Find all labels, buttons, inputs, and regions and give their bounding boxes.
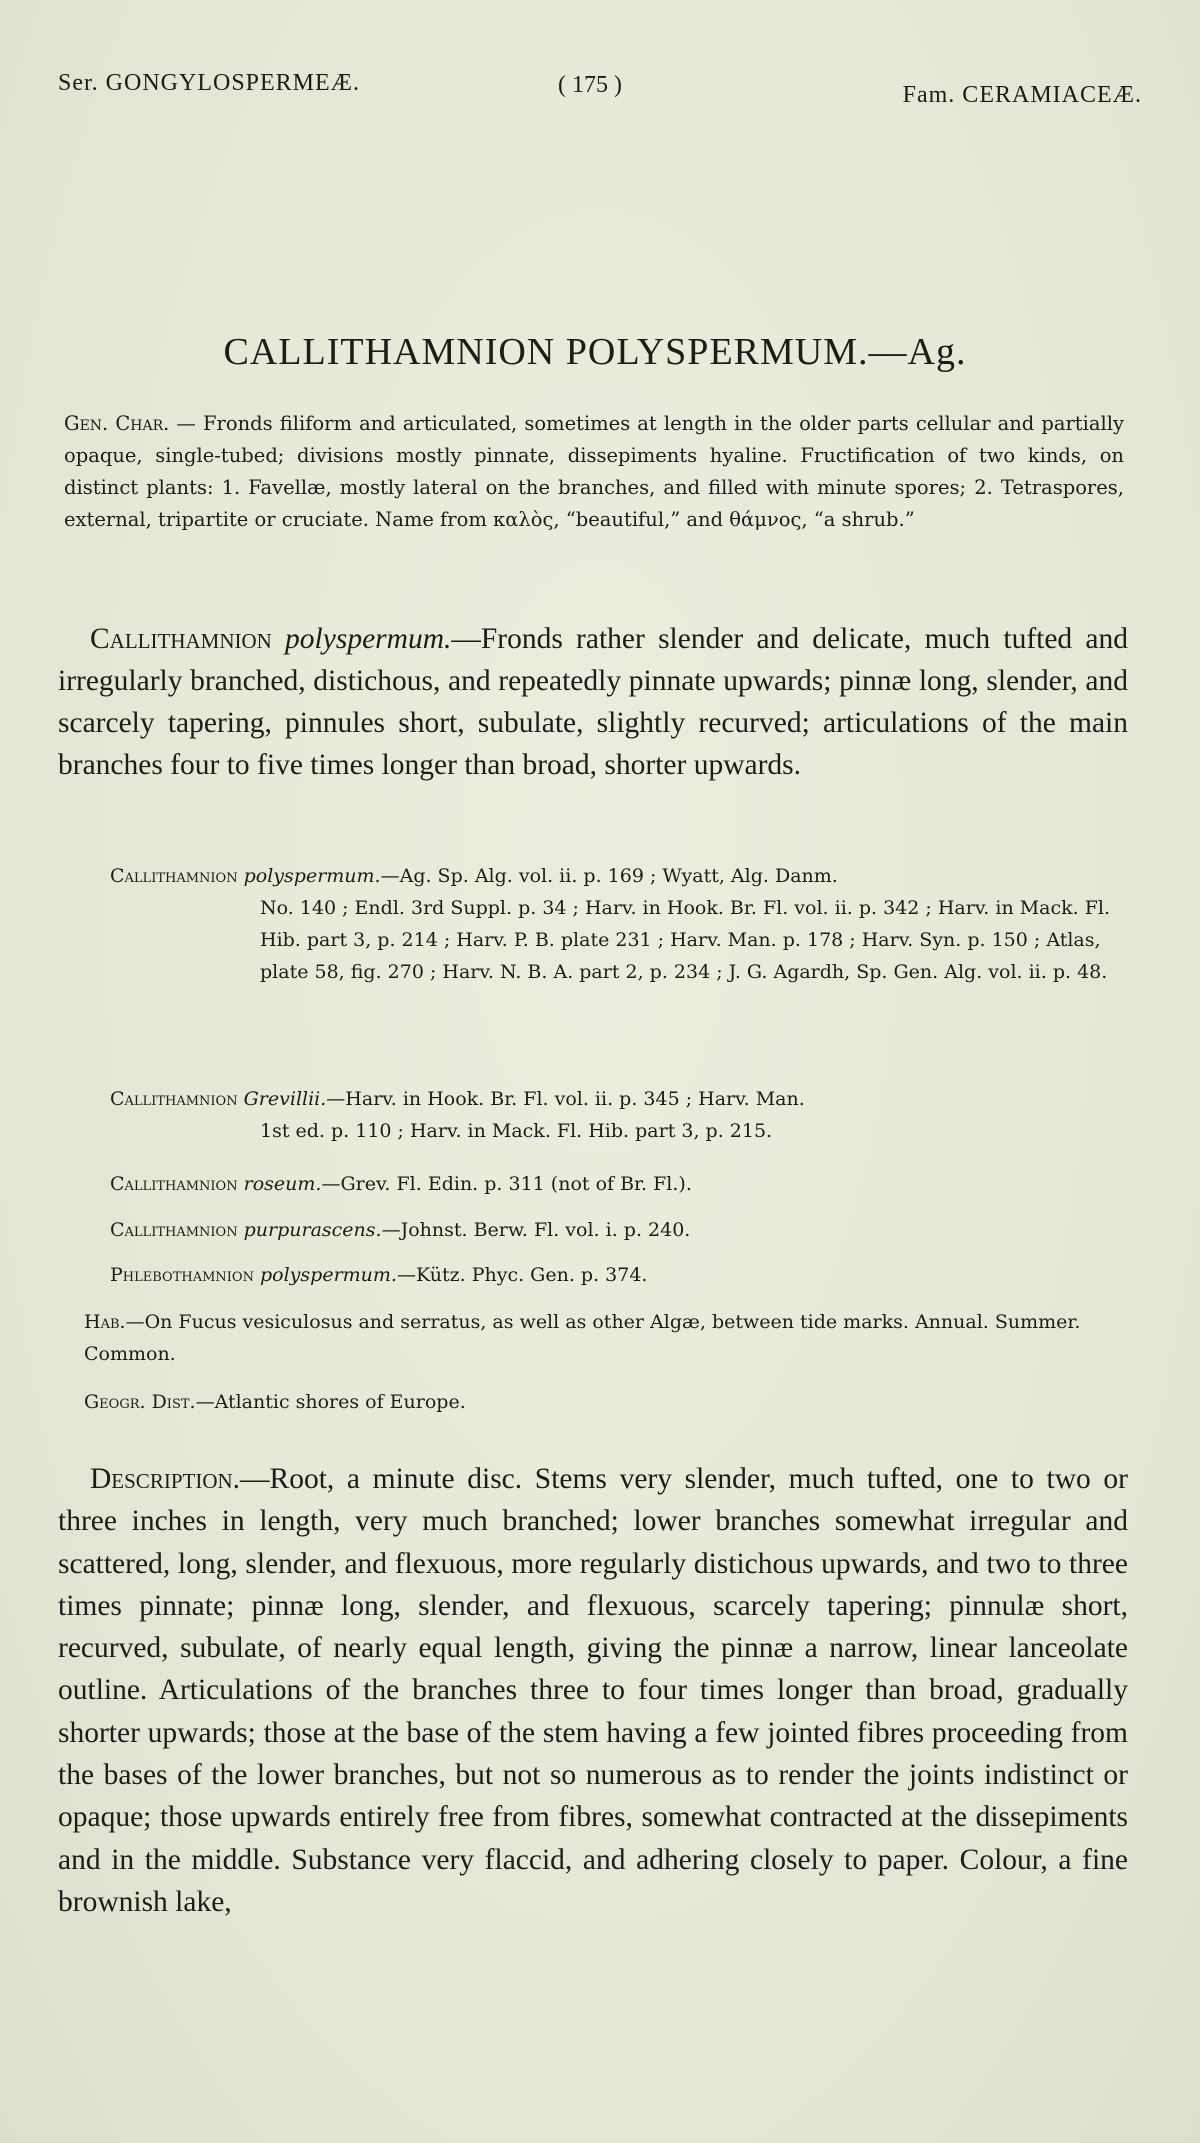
running-header xyxy=(58,70,1142,110)
geographic-distribution xyxy=(84,1386,1124,1418)
genus-character xyxy=(64,408,1124,536)
synonym-ref-continued: No. 140 ; Endl. 3rd Suppl. p. 34 ; Harv. in Hook. Br. Fl. vol. ii. p. 342 ; Harv. in Mack. Fl. Hib. part 3, p. 214 ; Harv. P. B. plate 231 ; Harv. Man. p. 178 ; Harv. Syn. p. 150 ; Atlas, plate 58, fig. 270 ; Harv. N. B. A. part 2, p. 234 ; J. G. Agardh, Sp. Gen. Alg. vol. ii. p. 48. xyxy=(260,897,1111,983)
synonym-species: purpurascens. xyxy=(243,1219,382,1241)
intro-genus: Callithamnion xyxy=(90,623,272,655)
synonym-species: Grevillii. xyxy=(243,1088,327,1110)
synonym-ref: —Harv. in Hook. Br. Fl. vol. ii. p. 345 ; Harv. Man. xyxy=(326,1088,805,1110)
synonym-species: polyspermum. xyxy=(260,1264,397,1286)
synonym-genus: Callithamnion xyxy=(110,1088,238,1110)
synonym-genus: Phlebothamnion xyxy=(110,1264,254,1286)
page-number: ( 175 ) xyxy=(558,72,622,98)
geogr-text: —Atlantic shores of Europe. xyxy=(195,1391,466,1413)
hab-text: —On Fucus vesiculosus and serratus, as well as other Algæ, between tide marks. Annual. Summer. Common. xyxy=(84,1311,1081,1365)
species-diagnosis xyxy=(58,618,1128,786)
header-family: Fam. CERAMIACEÆ. xyxy=(902,82,1142,108)
description xyxy=(58,1458,1128,1923)
synonym-species: polyspermum. xyxy=(243,865,381,887)
synonym-entry xyxy=(110,1259,1120,1291)
synonym-genus: Callithamnion xyxy=(110,865,238,887)
description-text: —Root, a minute disc. Stems very slender, much tufted, one to two or three inches in length, very much branched; lower branches somewhat irregular and scattered, long, slender, and flexuous, more regularly distichous upwards, and two to three times pinnate; pinnæ long, slender, and flexuous, scarcely tapering; pinnulæ short, recurved, subulate, of nearly equal length, giving the pinnæ a narrow, linear lanceolate outline. Articulations of the branches three to four times longer than broad, gradually shorter upwards; those at the base of the stem having a few jointed fibres proceeding from the bases of the lower branches, but not so numerous as to render the joints indistinct or opaque; those upwards entirely free from fibres, somewhat contracted at the dissepiments and in the middle. Substance very flaccid, and adhering closely to paper. Colour, a fine brownish lake, xyxy=(58,1463,1128,1918)
hab-label: Hab. xyxy=(84,1311,126,1333)
intro-text: —Fronds rather slender and delicate, much tufted and irregularly branched, distichous, and repeatedly pinnate upwards; pinnæ long, slender, and scarcely tapering, pinnules short, subulate, slightly recurved; articulations of the main branches four to five times longer than broad, shorter upwards. xyxy=(58,623,1128,781)
description-label: Description. xyxy=(90,1463,241,1495)
synonym-genus: Callithamnion xyxy=(110,1219,238,1241)
synonym-entry xyxy=(110,1083,1120,1147)
habitat xyxy=(84,1306,1124,1370)
header-series: Ser. GONGYLOSPERMEÆ. xyxy=(58,70,361,96)
intro-species: polyspermum. xyxy=(285,623,452,655)
gen-char-text: Fronds filiform and articulated, sometimes at length in the older parts cellular and partially opaque, single-tubed; divisions mostly pinnate, dissepiments hyaline. Fructification of two kinds, on distinct plants: 1. Favellæ, mostly lateral on the branches, and filled with minute spores; 2. Tetraspores, external, tripartite or cruciate. Name from καλὸς, “beautiful,” and θάμνος, “a shrub.” xyxy=(64,412,1124,531)
gen-char-label: Gen. Char. — xyxy=(64,412,196,435)
synonym-species: roseum. xyxy=(243,1173,322,1195)
synonym-entry xyxy=(110,860,1120,988)
geogr-label: Geogr. Dist. xyxy=(84,1391,196,1413)
synonym-ref-continued: 1st ed. p. 110 ; Harv. in Mack. Fl. Hib. part 3, p. 215. xyxy=(260,1120,773,1142)
synonym-ref: —Ag. Sp. Alg. vol. ii. p. 169 ; Wyatt, Alg. Danm. xyxy=(380,865,838,887)
page-title: CALLITHAMNION POLYSPERMUM.—Ag. xyxy=(223,331,967,373)
synonym-ref: —Johnst. Berw. Fl. vol. i. p. 240. xyxy=(381,1219,691,1241)
synonym-ref: —Grev. Fl. Edin. p. 311 (not of Br. Fl.). xyxy=(321,1173,692,1195)
synonym-entry xyxy=(110,1214,1120,1246)
synonym-ref: —Kütz. Phyc. Gen. p. 374. xyxy=(396,1264,648,1286)
synonym-entry xyxy=(110,1168,1120,1200)
synonym-genus: Callithamnion xyxy=(110,1173,238,1195)
